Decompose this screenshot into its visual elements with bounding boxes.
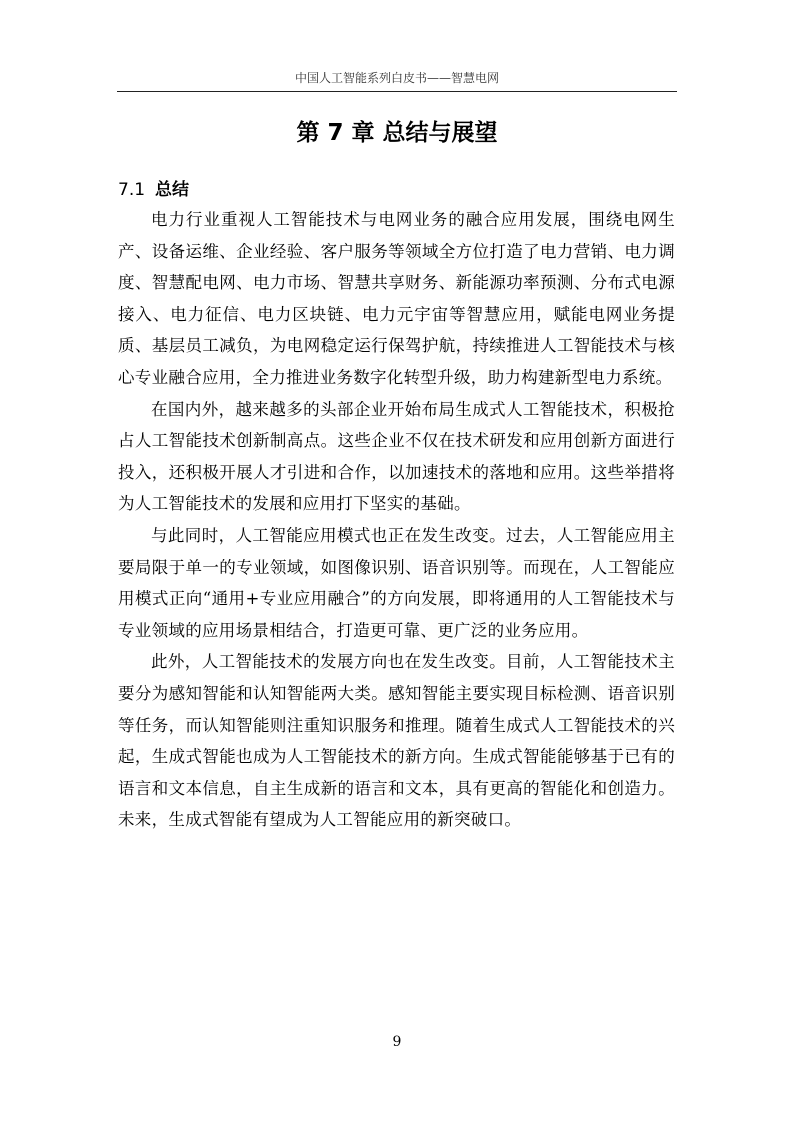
page-number: 9 <box>392 1034 402 1050</box>
body-text <box>118 204 675 836</box>
paragraph: 在国内外，越来越多的头部企业开始布局生成式人工智能技术，积极抢占人工智能技术创新制高点。这些企业不仅在技术研发和应用创新方面进行投入，还积极开展人才引进和合作，以加速技术的落地和应用。这些举措将为人工智能技术的发展和应用打下坚实的基础。 <box>118 399 675 514</box>
paragraph: 电力行业重视人工智能技术与电网业务的融合应用发展，围绕电网生产、设备运维、企业经验、客户服务等领域全方位打造了电力营销、电力调度、智慧配电网、电力市场、智慧共享财务、新能源功率预测、分布式电源接入、电力征信、电力区块链、电力元宇宙等智慧应用，赋能电网业务提质、基层员工减负，为电网稳定运行保驾护航，持续推进人工智能技术与核心专业融合应用，全力推进业务数字化转型升级，助力构建新型电力系统。 <box>118 210 675 387</box>
paragraph: 与此同时，人工智能应用模式也正在发生改变。过去，人工智能应用主要局限于单一的专业领域，如图像识别、语音识别等。而现在，人工智能应用模式正向“通用+专业应用融合”的方向发展，即将通用的人工智能技术与专业领域的应用场景相结合，打造更可靠、更广泛的业务应用。 <box>118 525 675 640</box>
paragraph: 此外，人工智能技术的发展方向也在发生改变。目前，人工智能技术主要分为感知智能和认知智能两大类。感知智能主要实现目标检测、语音识别等任务，而认知智能则注重知识服务和推理。随着生成式人工智能技术的兴起，生成式智能也成为人工智能技术的新方向。生成式智能能够基于已有的语言和文本信息，自主生成新的语言和文本，具有更高的智能化和创造力。未来，生成式智能有望成为人工智能应用的新突破口。 <box>118 652 675 830</box>
running-header: 中国人工智能系列白皮书——智慧电网 <box>294 71 499 85</box>
section-number: 7.1 <box>118 180 146 200</box>
section-heading <box>118 176 189 204</box>
chapter-title: 第 7 章 总结与展望 <box>296 120 498 146</box>
section-title: 总结 <box>155 180 190 200</box>
header-divider <box>117 91 677 92</box>
